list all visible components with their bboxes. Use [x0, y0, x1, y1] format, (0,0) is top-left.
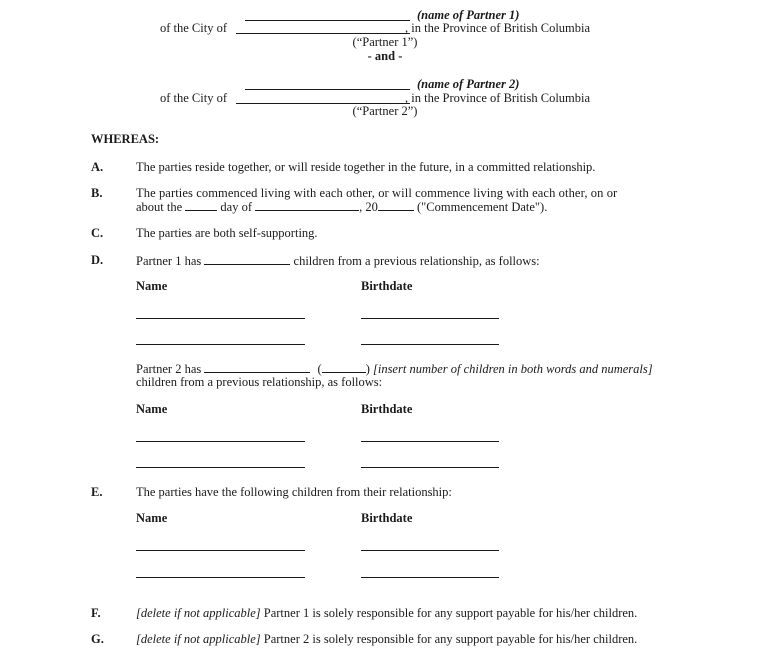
clause-e-text: The parties have the following children from their relationship:	[136, 485, 452, 499]
partner2-label: (“Partner 2”)	[352, 104, 418, 118]
clause-g-note: [delete if not applicable]	[136, 632, 261, 646]
clause-f-line	[136, 606, 637, 620]
d-table1-name-line-1[interactable]	[136, 318, 305, 319]
e-table-header-name: Name	[136, 511, 168, 525]
clause-g-letter: G.	[91, 632, 104, 646]
clause-a-letter: A.	[91, 160, 104, 174]
clause-f-note: [delete if not applicable]	[136, 606, 261, 620]
d-table1-header-name: Name	[136, 279, 168, 293]
partner1-name-line[interactable]	[245, 20, 410, 21]
partner1-city-line[interactable]	[236, 33, 410, 34]
d-table2-header-name: Name	[136, 402, 168, 416]
day-blank[interactable]	[185, 199, 217, 211]
clause-g-text: Partner 2 is solely responsible for any support payable for his/her children.	[260, 632, 638, 646]
clause-b-about: about the	[136, 200, 183, 214]
clause-b-line2	[136, 199, 547, 214]
clause-d-partner2-line	[136, 361, 653, 376]
d-table2-birth-line-1[interactable]	[361, 441, 499, 442]
d-table2-name-line-1[interactable]	[136, 441, 305, 442]
clause-d-letter: D.	[91, 253, 104, 267]
d-table2-name-line-2[interactable]	[136, 467, 305, 468]
d-p2-numeral-blank[interactable]	[322, 361, 366, 373]
e-table-name-line-2[interactable]	[136, 577, 305, 578]
d-p2-note: [insert number of children in both words and numerals]	[372, 362, 653, 376]
partner2-province: , in the Province of British Columbia	[405, 91, 591, 105]
year-blank[interactable]	[378, 199, 414, 211]
partner1-label: (“Partner 1”)	[352, 35, 418, 49]
clause-d-partner1-line	[136, 253, 540, 268]
e-table-name-line-1[interactable]	[136, 550, 305, 551]
d-p2-paren-open: (	[317, 362, 322, 376]
clause-b-letter: B.	[91, 186, 103, 200]
clause-c-text: The parties are both self-supporting.	[136, 226, 318, 240]
partner1-name-note: (name of Partner 1)	[417, 8, 520, 22]
partner2-city-prefix: of the City of	[160, 91, 228, 105]
d-p1-suffix: children from a previous relationship, as follows:	[293, 254, 540, 268]
d-table1-birth-line-2[interactable]	[361, 344, 499, 345]
d-p2-words-blank[interactable]	[204, 361, 310, 373]
clause-a-text: The parties reside together, or will reside together in the future, in a committed relationship.	[136, 160, 596, 174]
clause-d-partner2-line2: children from a previous relationship, as follows:	[136, 375, 383, 389]
d-p2-paren-close: )	[365, 362, 370, 376]
d-table2-header-birthdate: Birthdate	[361, 402, 413, 416]
partner2-name-line[interactable]	[245, 89, 410, 90]
d-p1-prefix: Partner 1 has	[136, 254, 202, 268]
d-table1-header-birthdate: Birthdate	[361, 279, 413, 293]
partner2-name-note: (name of Partner 2)	[417, 77, 520, 91]
and-separator: - and -	[367, 49, 403, 63]
e-table-birth-line-2[interactable]	[361, 577, 499, 578]
e-table-birth-line-1[interactable]	[361, 550, 499, 551]
month-blank[interactable]	[255, 199, 359, 211]
d-table1-name-line-2[interactable]	[136, 344, 305, 345]
clause-b-end: ("Commencement Date").	[417, 200, 548, 214]
partner1-city-prefix: of the City of	[160, 21, 228, 35]
clause-g-line	[136, 632, 637, 646]
clause-c-letter: C.	[91, 226, 104, 240]
d-p2-prefix: Partner 2 has	[136, 362, 202, 376]
clause-b-line1: The parties commenced living with each other, or will commence living with each other, on or	[136, 186, 618, 200]
clause-b-day-of: day of	[220, 200, 253, 214]
clause-f-letter: F.	[91, 606, 101, 620]
clause-f-text: Partner 1 is solely responsible for any support payable for his/her children.	[260, 606, 638, 620]
d-p1-count-blank[interactable]	[204, 253, 290, 265]
d-table2-birth-line-2[interactable]	[361, 467, 499, 468]
partner1-province: , in the Province of British Columbia	[405, 21, 591, 35]
clause-e-letter: E.	[91, 485, 103, 499]
d-table1-birth-line-1[interactable]	[361, 318, 499, 319]
clause-b-year-prefix: , 20	[359, 200, 378, 214]
whereas-heading: WHEREAS:	[91, 132, 160, 146]
e-table-header-birthdate: Birthdate	[361, 511, 413, 525]
